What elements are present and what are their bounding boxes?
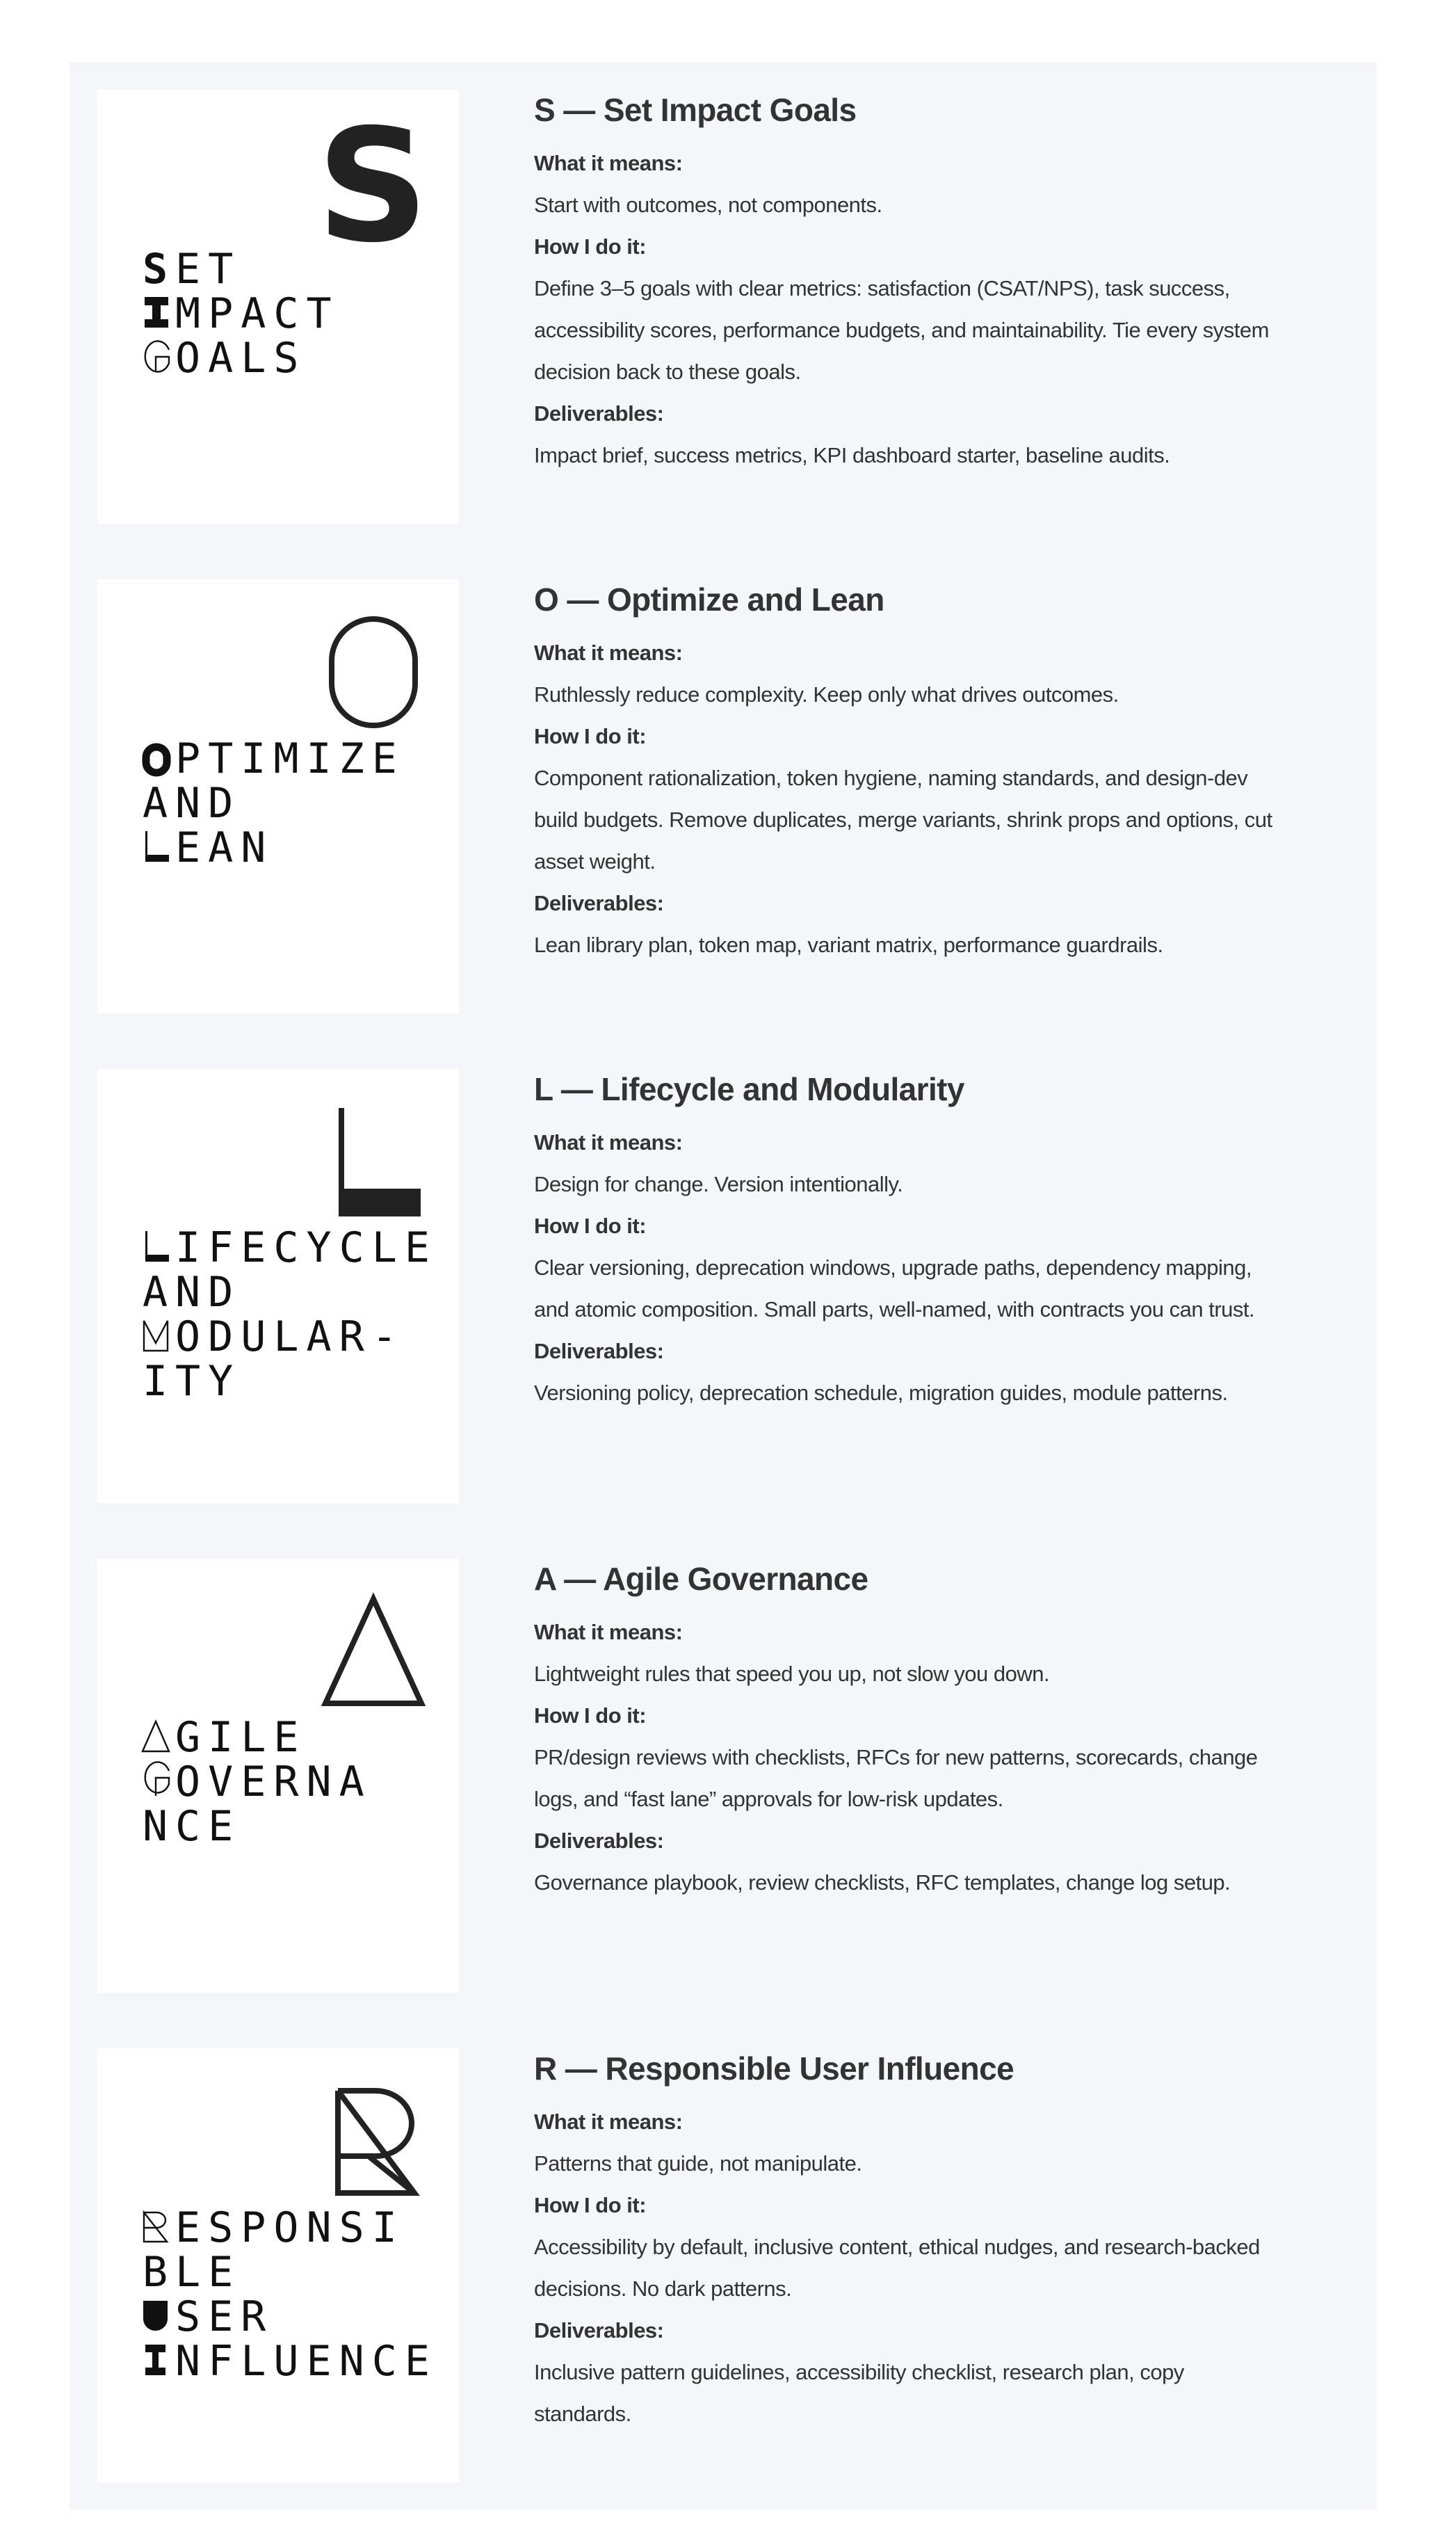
big-r-glyph-icon (338, 2091, 414, 2193)
label-how-i-do-it: How I do it: (534, 234, 647, 259)
tile-lead-s: S (143, 245, 176, 294)
how-text-line: Clear versioning, deprecation windows, upgrade paths, dependency mapping, (534, 1255, 1252, 1280)
tile-a (97, 1559, 459, 1993)
big-triangle-a-glyph-icon (325, 1599, 421, 1703)
means-text: Start with outcomes, not components. (534, 193, 882, 217)
tile-lead-i: I (143, 1357, 176, 1406)
tile-line-3: CE (175, 1802, 241, 1851)
label-what-it-means: What it means: (534, 641, 683, 665)
tile-line-1: PTIMIZE (175, 734, 405, 783)
heavy-foot-l-icon (145, 1231, 169, 1262)
tile-s (97, 90, 459, 524)
how-text-line: logs, and “fast lane” approvals for low-risk updates. (534, 1787, 1003, 1811)
section-optimize-and-lean (97, 579, 1349, 1013)
deliverables-text: standards. (534, 2402, 631, 2426)
label-how-i-do-it: How I do it: (534, 1703, 647, 1728)
section-content (534, 2048, 1354, 2435)
label-deliverables: Deliverables: (534, 1339, 664, 1363)
how-text-line: decision back to these goals. (534, 360, 801, 384)
deliverables-text: Lean library plan, token map, variant matrix, performance guardrails. (534, 933, 1163, 957)
means-text: Ruthlessly reduce complexity. Keep only what drives outcomes. (534, 682, 1119, 707)
means-text: Patterns that guide, not manipulate. (534, 2151, 862, 2176)
tile-o (97, 579, 459, 1013)
tile-lead-a: A (143, 779, 176, 828)
how-text-line: Define 3–5 goals with clear metrics: satisfaction (CSAT/NPS), task success, (534, 276, 1230, 300)
section-lifecycle-and-modularity (97, 1069, 1349, 1503)
label-deliverables: Deliverables: (534, 891, 664, 915)
label-what-it-means: What it means: (534, 1620, 683, 1644)
label-how-i-do-it: How I do it: (534, 1214, 647, 1238)
section-content (534, 1559, 1354, 1904)
tile-line-2: ND (175, 1268, 241, 1317)
tile-line-3: ODULAR- (175, 1312, 405, 1361)
section-content (534, 1069, 1354, 1414)
section-title: R — Responsible User Influence (534, 2050, 1014, 2087)
bold-i-icon (145, 297, 168, 328)
tile-line-4: TY (175, 1357, 241, 1406)
split-g-icon (145, 342, 169, 373)
tile-line-2: MPACT (175, 289, 339, 338)
tile-line-3: OALS (175, 334, 307, 383)
label-what-it-means: What it means: (534, 2110, 683, 2134)
means-text: Design for change. Version intentionally. (534, 1172, 903, 1196)
how-text-line: PR/design reviews with checklists, RFCs for new patterns, scorecards, change (534, 1745, 1258, 1769)
tile-line-4: NFLUENCE (175, 2337, 437, 2386)
tile-lead-a: A (143, 1268, 176, 1317)
deliverables-text: Versioning policy, deprecation schedule, migration guides, module patterns. (534, 1381, 1228, 1405)
big-l-glyph-icon (339, 1108, 421, 1216)
section-title: A — Agile Governance (534, 1561, 868, 1597)
how-text-line: decisions. No dark patterns. (534, 2276, 792, 2301)
boxed-m-icon (144, 1321, 168, 1351)
tile-line-3: EAN (175, 823, 274, 872)
label-what-it-means: What it means: (534, 151, 683, 175)
section-title: S — Set Impact Goals (534, 92, 857, 128)
section-title: L — Lifecycle and Modularity (534, 1071, 964, 1107)
filled-u-icon (143, 2301, 168, 2331)
tile-line-1: IFECYCLE (175, 1223, 437, 1272)
bold-i-icon (145, 2345, 165, 2375)
section-content (534, 579, 1354, 966)
section-agile-governance (97, 1559, 1349, 1993)
section-title: O — Optimize and Lean (534, 581, 884, 618)
label-how-i-do-it: How I do it: (534, 2193, 647, 2217)
tile-line-1: ESPONSI (175, 2203, 405, 2252)
deliverables-text: Inclusive pattern guidelines, accessibility checklist, research plan, copy (534, 2360, 1184, 2384)
heavy-foot-l-icon (145, 831, 169, 862)
tile-line-1: GILE (175, 1713, 307, 1762)
tile-line-2: OVERNA (175, 1758, 372, 1806)
bold-o-icon (146, 747, 167, 773)
how-text-line: accessibility scores, performance budgets, and maintainability. Tie every system (534, 318, 1269, 342)
triangle-a-icon (143, 1721, 169, 1751)
tile-line-2: LE (175, 2248, 241, 2297)
tile-line-2: ND (175, 779, 241, 828)
tile-l (97, 1069, 459, 1503)
tile-line-3: SER (175, 2292, 274, 2341)
section-responsible-user-influence (97, 2048, 1349, 2482)
section-set-impact-goals (97, 90, 1349, 524)
label-deliverables: Deliverables: (534, 1829, 664, 1853)
deliverables-text: Impact brief, success metrics, KPI dashboard starter, baseline audits. (534, 443, 1170, 467)
label-deliverables: Deliverables: (534, 2318, 664, 2343)
how-text-line: and atomic composition. Small parts, well-named, with contracts you can trust. (534, 1297, 1255, 1321)
how-text-line: asset weight. (534, 849, 656, 874)
tile-lead-b: B (143, 2248, 176, 2297)
solar-framework-panel (70, 62, 1377, 2510)
split-r-icon (144, 2212, 167, 2242)
means-text: Lightweight rules that speed you up, not slow you down. (534, 1662, 1050, 1686)
split-g-icon (145, 1762, 169, 1797)
section-content (534, 90, 1354, 476)
label-what-it-means: What it means: (534, 1130, 683, 1155)
tile-r (97, 2048, 459, 2482)
tile-line-1: ET (175, 245, 241, 294)
big-o-glyph-icon (332, 619, 415, 725)
label-how-i-do-it: How I do it: (534, 724, 647, 748)
how-text-line: Component rationalization, token hygiene, naming standards, and design-dev (534, 766, 1248, 790)
label-deliverables: Deliverables: (534, 401, 664, 426)
deliverables-text: Governance playbook, review checklists, RFC templates, change log setup. (534, 1870, 1231, 1895)
tile-lead-n: N (143, 1802, 176, 1851)
big-s-glyph-icon: S (316, 95, 429, 277)
how-text-line: Accessibility by default, inclusive content, ethical nudges, and research-backed (534, 2235, 1260, 2259)
how-text-line: build budgets. Remove duplicates, merge variants, shrink props and options, cut (534, 808, 1272, 832)
